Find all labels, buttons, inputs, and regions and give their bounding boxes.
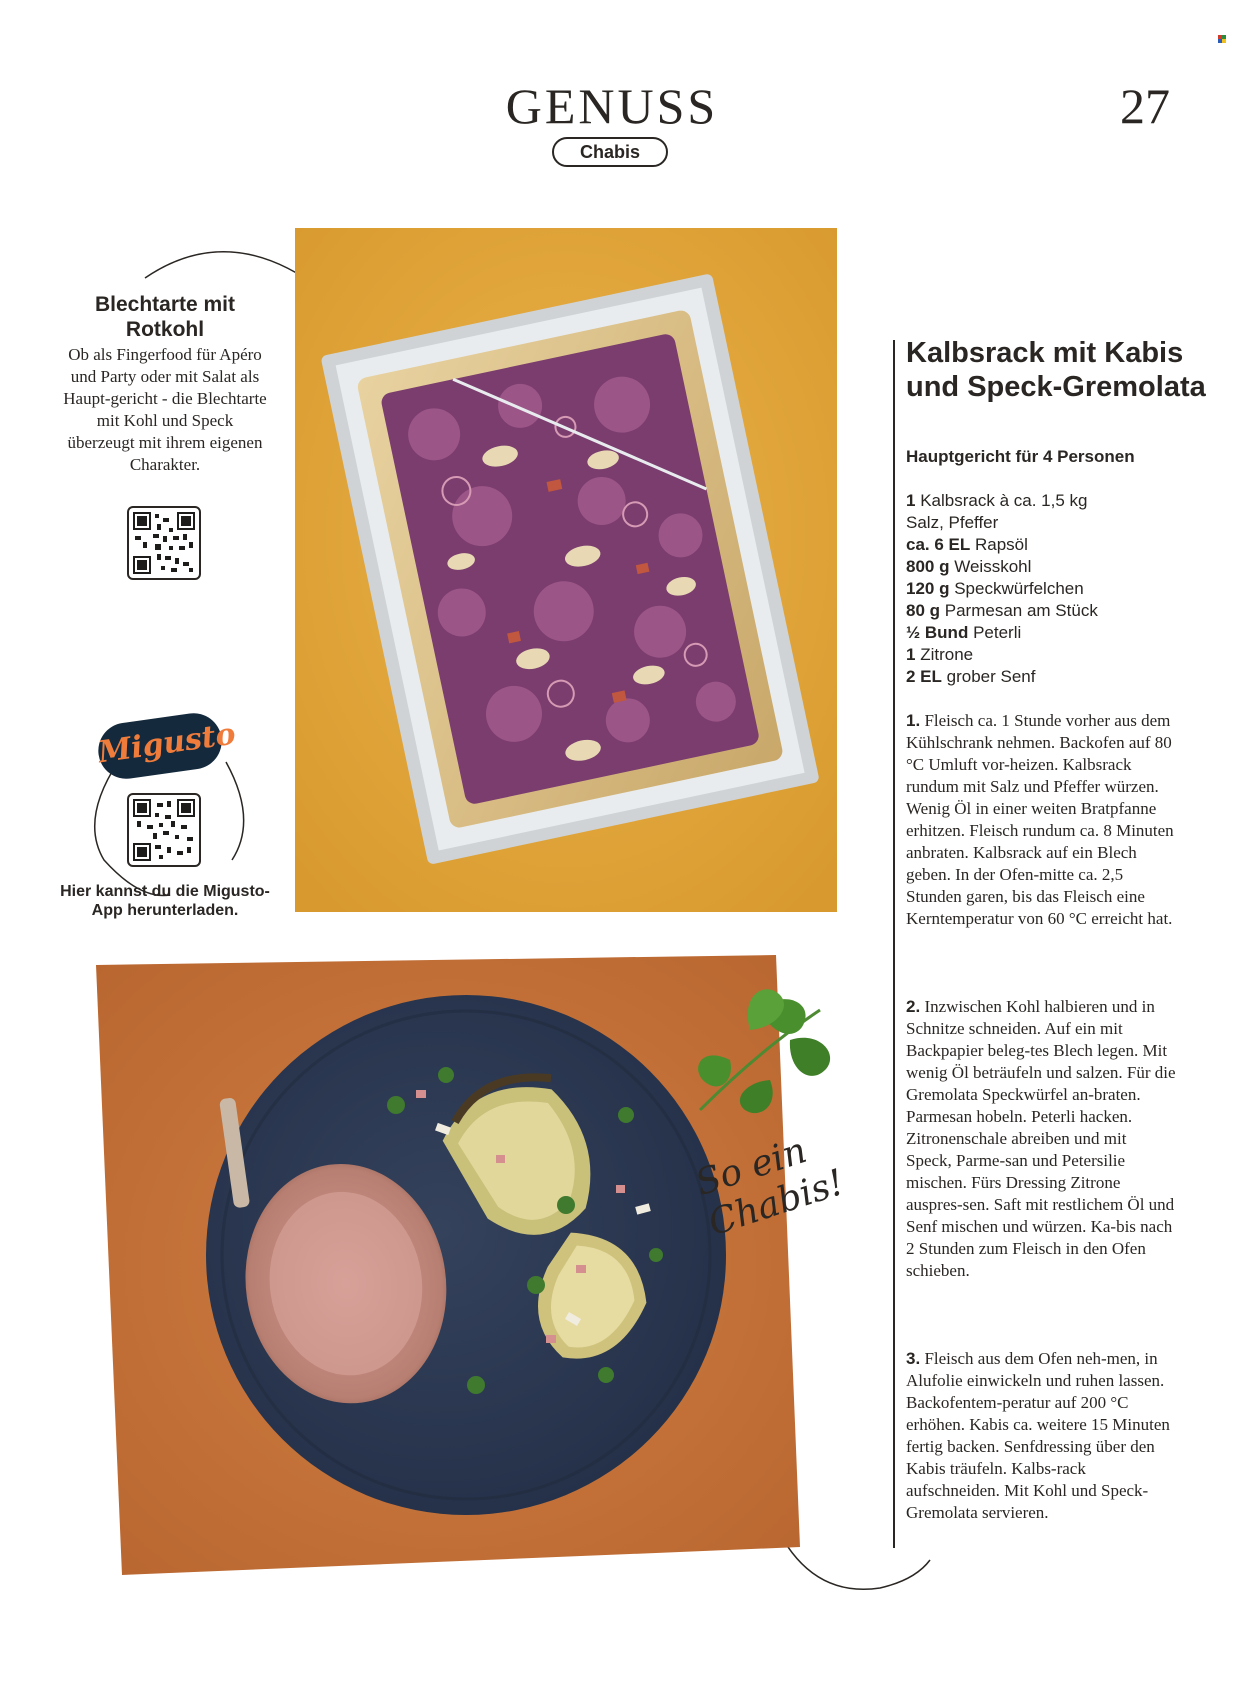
recipe-step (906, 710, 1176, 930)
ingredient-name: Peterli (973, 623, 1022, 642)
ingredient-name: Rapsöl (975, 535, 1028, 554)
ingredient-qty: 1 (906, 491, 916, 510)
step-number: 1. (906, 711, 921, 730)
ingredient-qty: 1 (906, 645, 916, 664)
handwritten-note: So ein Chabis! (690, 1130, 850, 1245)
ingredient-name: grober Senf (946, 667, 1036, 686)
recipe-title: Kalbsrack mit Kabis und Speck-Gremolata (906, 337, 1206, 403)
step-number: 2. (906, 997, 921, 1016)
ingredient-qty: 2 EL (906, 667, 942, 686)
qr-code-icon[interactable] (127, 506, 201, 580)
recipe-subtitle: Hauptgericht für 4 Personen (906, 447, 1135, 466)
sidebar-title: Blechtarte mit Rotkohl (94, 293, 236, 341)
ingredient-qty: ca. 6 EL (906, 535, 971, 554)
ingredient-name: Salz, Pfeffer (906, 513, 999, 532)
page-number: 27 (1120, 78, 1170, 134)
photo-kalbsrack (96, 955, 800, 1575)
ingredient-item (906, 644, 1206, 666)
ingredient-item (906, 512, 1206, 534)
ingredient-item (906, 534, 1206, 556)
ingredient-name: Zitrone (920, 645, 974, 664)
ingredient-list (906, 490, 1206, 688)
recipe-step (906, 1348, 1176, 1524)
photo-blechtarte (295, 228, 837, 912)
ingredient-item (906, 622, 1206, 644)
ingredient-item (906, 666, 1206, 688)
ingredient-name: Weisskohl (954, 557, 1032, 576)
migusto-logo: Migusto (95, 710, 226, 783)
step-text: Fleisch ca. 1 Stunde vorher aus dem Kühlschrank nehmen. Backofen auf 80 °C Umluft vor-heizen. Kalbsrack rundum mit Salz und Pfeffer würzen. Wenig Öl in einer weiten Bratpfanne erhitzen. Fleisch rundum ca. 8 Minuten anbraten. Kalbsrack auf ein Blech geben. In der Ofen-mitte ca. 2,5 Stunden garen, bis das Fleisch eine Kerntemperatur von 60 °C erreicht hat. (906, 711, 1174, 928)
ingredient-name: Parmesan am Stück (944, 601, 1098, 620)
ingredient-qty: 80 g (906, 601, 941, 620)
ingredient-qty: ½ Bund (906, 623, 969, 642)
category-chip: Chabis (552, 137, 668, 167)
app-download-caption: Hier kannst du die Migusto-App herunterladen. (60, 883, 270, 919)
recipe-step (906, 996, 1176, 1282)
ingredient-qty: 120 g (906, 579, 950, 598)
recipe-divider (893, 340, 895, 1548)
ingredient-item (906, 490, 1206, 512)
step-number: 3. (906, 1349, 921, 1368)
color-mark-icon (1218, 35, 1226, 43)
ingredient-name: Speckwürfelchen (954, 579, 1084, 598)
qr-code-icon[interactable] (127, 793, 201, 867)
ingredient-item (906, 600, 1206, 622)
ingredient-name: Kalbsrack à ca. 1,5 kg (920, 491, 1088, 510)
section-title: GENUSS (505, 78, 719, 134)
step-text: Fleisch aus dem Ofen neh-men, in Alufolie einwickeln und ruhen lassen. Backofentem-peratur auf 200 °C erhöhen. Kabis ca. weitere 15 Minuten fertig backen. Senfdressing über den Kabis träufeln. Kalbs-rack aufschneiden. Mit Kohl und Speck-Gremolata servieren. (906, 1349, 1170, 1522)
ingredient-qty: 800 g (906, 557, 950, 576)
step-text: Inzwischen Kohl halbieren und in Schnitze schneiden. Auf ein mit Backpapier beleg-tes Blech legen. Mit wenig Öl beträufeln und salzen. Für die Gremolata Speckwürfel an-braten. Parmesan hobeln. Peterli hacken. Zitronenschale abreiben und mit Speck, Parme-san und Petersilie mischen. Fürs Dressing Zitrone auspres-sen. Saft mit restlichem Öl und Senf mischen und würzen. Ka-bis nach 2 Stunden zum Fleisch in den Ofen schieben. (906, 997, 1176, 1280)
sidebar-text: Ob als Fingerfood für Apéro und Party oder mit Salat als Haupt-gericht - die Blechtarte mit Kohl und Speck überzeugt mit ihrem eigenen Charakter. (63, 345, 267, 474)
ingredient-item (906, 556, 1206, 578)
ingredient-item (906, 578, 1206, 600)
